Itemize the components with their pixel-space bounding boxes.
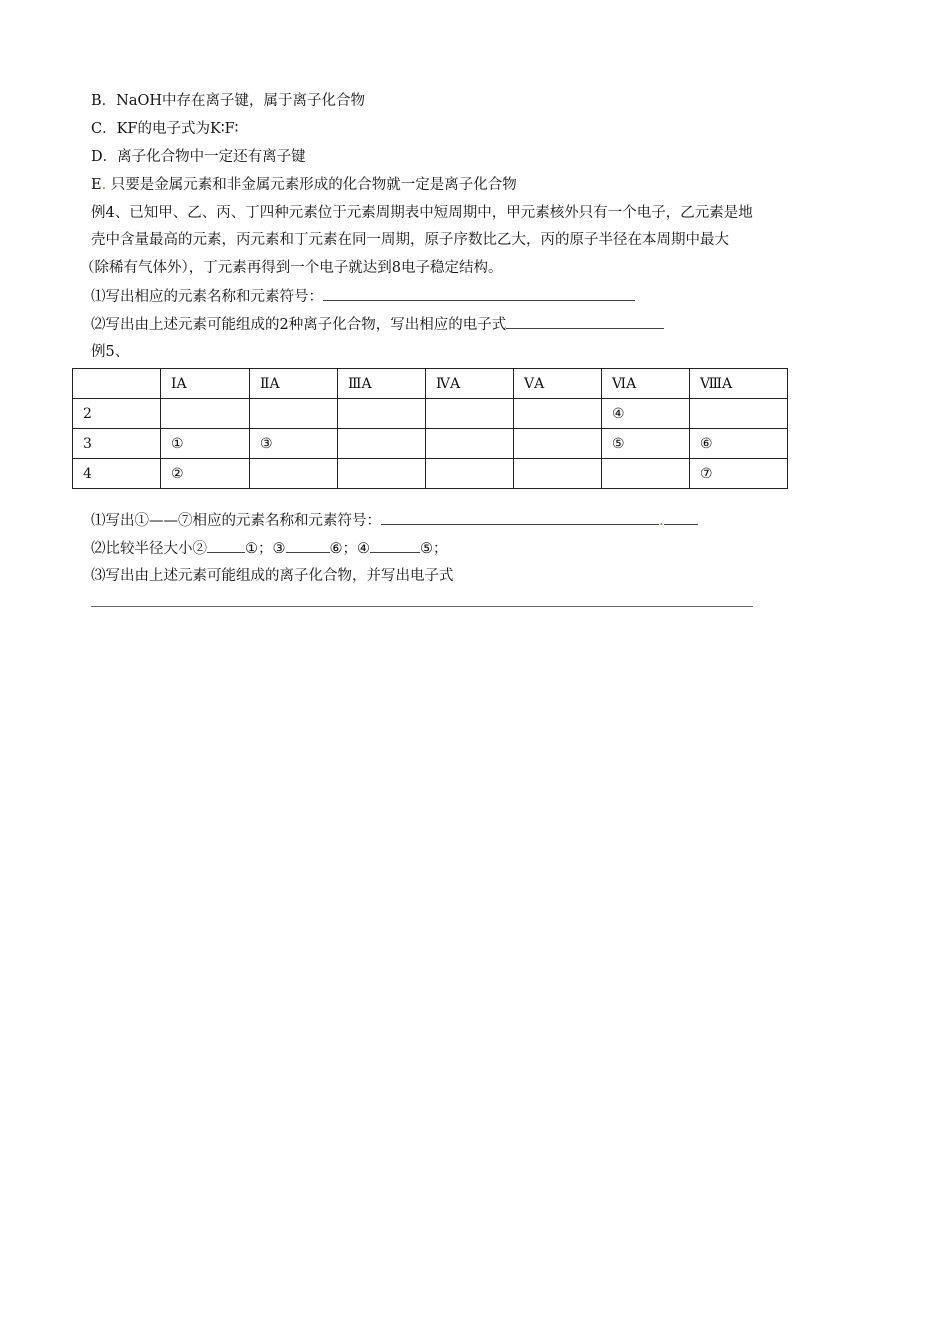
example5-question1-text: ⑴写出①——⑦相应的元素名称和元素符号： (91, 513, 381, 529)
answer-blank[interactable] (286, 538, 330, 553)
table-cell: ① (161, 429, 250, 459)
table-cell: ③ (250, 429, 338, 459)
example4-question2 (91, 314, 664, 335)
table-cell (514, 429, 602, 459)
table-header-cell: ⅢA (338, 369, 426, 399)
table-cell (514, 459, 602, 489)
option-e-text: 只要是金属元素和非金属元素形成的化合物就一定是离子化合物 (106, 177, 517, 193)
table-cell (602, 459, 690, 489)
answer-blank[interactable] (207, 538, 245, 553)
option-c: C．KF的电子式为K∶F∶ (91, 121, 239, 137)
table-header-cell: ⅤA (514, 369, 602, 399)
table-cell: ⑤ (602, 429, 690, 459)
answer-blank[interactable] (323, 286, 635, 301)
option-e (91, 175, 517, 195)
table-cell (426, 459, 514, 489)
example5-question2-part-b: ⑥；④ (329, 541, 370, 557)
example4-question1 (91, 286, 635, 307)
example5-title: 例5、 (91, 344, 130, 360)
table-header-cell: ⅧA (690, 369, 788, 399)
table-cell: 4 (73, 459, 161, 489)
table-cell (426, 429, 514, 459)
example4-line3: （除稀有气体外），丁元素再得到一个电子就达到8电子稳定结构。 (80, 260, 503, 276)
table-cell (161, 399, 250, 429)
example5-question2-part-c: ⑤； (420, 541, 448, 557)
table-cell (338, 399, 426, 429)
option-e-dot: . (101, 177, 107, 193)
table-cell (426, 399, 514, 429)
option-d: D．离子化合物中一定还有离子键 (91, 149, 306, 165)
answer-blank[interactable] (506, 314, 664, 329)
stray-dot: . (659, 513, 664, 529)
answer-blank[interactable] (664, 510, 698, 525)
table-cell (690, 399, 788, 429)
example5-question2-part-a: ①；③ (245, 541, 286, 557)
table-cell: ④ (602, 399, 690, 429)
table-row (73, 399, 788, 429)
example5-question2 (91, 538, 448, 559)
example5-question2-prefix: ⑵比较半径大小② (91, 541, 207, 557)
table-cell: ⑦ (690, 459, 788, 489)
table-cell (338, 429, 426, 459)
table-cell (250, 459, 338, 489)
table-cell: ② (161, 459, 250, 489)
example4-question2-text: ⑵写出由上述元素可能组成的2种离子化合物，写出相应的电子式 (91, 317, 507, 333)
table-cell: 3 (73, 429, 161, 459)
periodic-table-fragment (72, 368, 788, 489)
example4-line2: 壳中含量最高的元素，丙元素和丁元素在同一周期，原子序数比乙大，丙的原子半径在本周期中最大 (91, 232, 729, 248)
table-cell: ⑥ (690, 429, 788, 459)
table-cell: 2 (73, 399, 161, 429)
example5-question3: ⑶写出由上述元素可能组成的离子化合物，并写出电子式 (91, 568, 454, 584)
table-header-row (73, 369, 788, 399)
table-cell (338, 459, 426, 489)
table-header-cell: ⅡA (250, 369, 338, 399)
table-header-cell: ⅣA (426, 369, 514, 399)
example4-line1: 例4、已知甲、乙、丙、丁四种元素位于元素周期表中短周期中，甲元素核外只有一个电子，乙元素是地 (91, 205, 753, 221)
answer-line[interactable] (91, 606, 753, 607)
table-row (73, 429, 788, 459)
table-header-cell: ⅥA (602, 369, 690, 399)
table-cell (250, 399, 338, 429)
answer-blank[interactable] (370, 538, 420, 553)
table-header-cell: ⅠA (161, 369, 250, 399)
example4-question1-text: ⑴写出相应的元素名称和元素符号： (91, 289, 323, 305)
example5-question1 (91, 510, 698, 531)
option-b: B．NaOH中存在离子键，属于离子化合物 (91, 93, 366, 109)
table-header-cell (73, 369, 161, 399)
table-cell (514, 399, 602, 429)
answer-blank[interactable] (381, 510, 659, 525)
option-e-letter: E (91, 177, 102, 193)
table-row (73, 459, 788, 489)
